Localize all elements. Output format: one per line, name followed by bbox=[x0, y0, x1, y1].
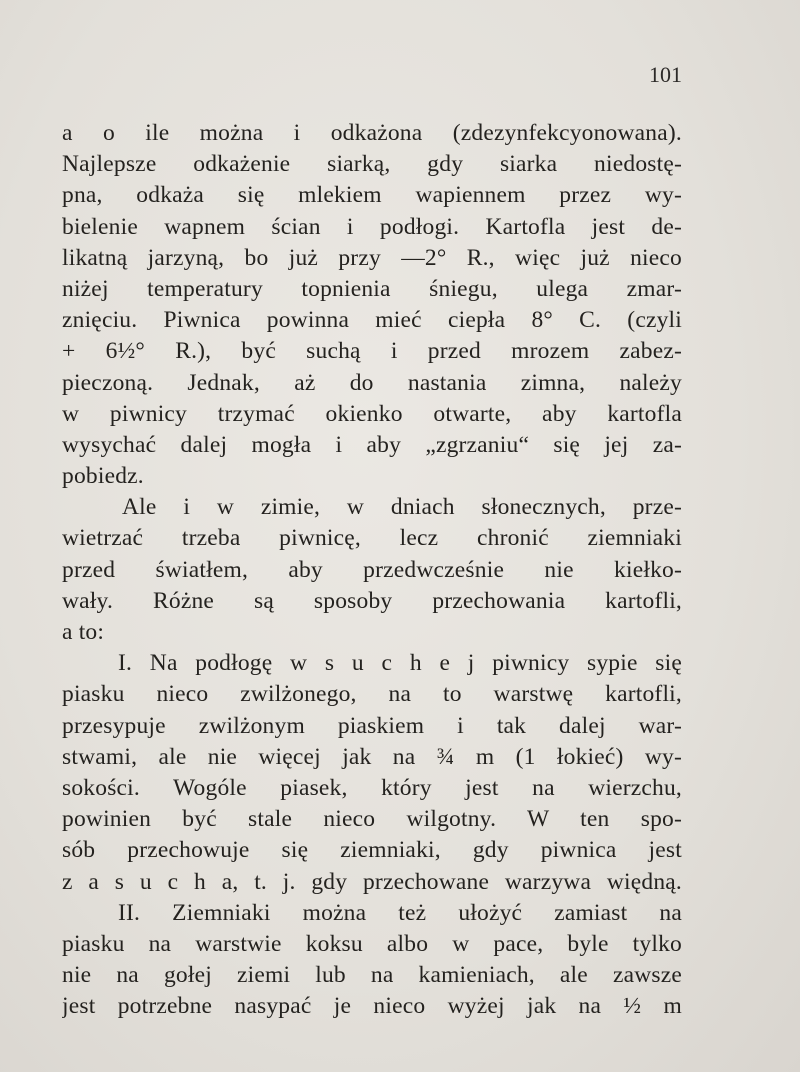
text-line: sób przechowuje się ziemniaki, gdy piwnica jest bbox=[62, 837, 682, 864]
text-line: sokości. Wogóle piasek, który jest na wierzchu, bbox=[62, 774, 682, 801]
text-line: znięciu. Piwnica powinna mieć ciepła 8° C. (czyli bbox=[62, 307, 682, 334]
text-line: bielenie wapnem ścian i podłogi. Kartofla jest de- bbox=[62, 213, 682, 240]
text-line: II. Ziemniaki można też ułożyć zamiast na bbox=[118, 899, 682, 926]
text-line: przed światłem, aby przedwcześnie nie kiełko- bbox=[62, 556, 682, 583]
text-line: wały. Różne są sposoby przechowania kartofli, bbox=[62, 587, 682, 614]
text-line: + 6½° R.), być suchą i przed mrozem zabez- bbox=[62, 338, 682, 365]
text-line: przesypuje zwilżonym piaskiem i tak dalej war- bbox=[62, 712, 682, 739]
text-line: pobiedz. bbox=[62, 463, 144, 490]
text-line: pieczoną. Jednak, aż do nastania zimna, należy bbox=[62, 369, 682, 396]
text-line: powinien być stale nieco wilgotny. W ten spo- bbox=[62, 806, 682, 833]
text-line: Ale i w zimie, w dniach słonecznych, prze- bbox=[122, 494, 682, 521]
text-line: a to: bbox=[62, 619, 105, 645]
body-text bbox=[62, 118, 682, 1022]
text-line: Najlepsze odkażenie siarką, gdy siarka niedostę- bbox=[62, 151, 682, 178]
text-line: I. Na podłogę w s u c h e j piwnicy sypie się bbox=[118, 650, 682, 677]
text-line: jest potrzebne nasypać je nieco wyżej jak na ½ m bbox=[62, 993, 682, 1020]
text-line: stwami, ale nie więcej jak na ¾ m (1 łokieć) wy- bbox=[62, 743, 682, 770]
text-line: pna, odkaża się mlekiem wapiennem przez wy- bbox=[62, 182, 682, 209]
text-line: niżej temperatury topnienia śniegu, ulega zmar- bbox=[62, 275, 682, 302]
text-line: w piwnicy trzymać okienko otwarte, aby kartofla bbox=[62, 400, 682, 427]
text-line: a o ile można i odkażona (zdezynfekcyonowana). bbox=[62, 120, 682, 146]
page-number: 101 bbox=[649, 62, 682, 87]
text-line: likatną jarzyną, bo już przy —2° R., więc już nieco bbox=[62, 244, 682, 271]
text-line: wietrzać trzeba piwnicę, lecz chronić ziemniaki bbox=[62, 525, 682, 552]
text-line: nie na gołej ziemi lub na kamieniach, ale zawsze bbox=[62, 962, 682, 989]
text-line: z a s u c h a, t. j. gdy przechowane warzywa więdną. bbox=[62, 868, 682, 895]
text-line: wysychać dalej mogła i aby „zgrzaniu“ się jej za- bbox=[62, 431, 682, 458]
text-line: piasku na warstwie koksu albo w pace, byle tylko bbox=[62, 930, 682, 957]
text-line: piasku nieco zwilżonego, na to warstwę kartofli, bbox=[62, 681, 682, 708]
